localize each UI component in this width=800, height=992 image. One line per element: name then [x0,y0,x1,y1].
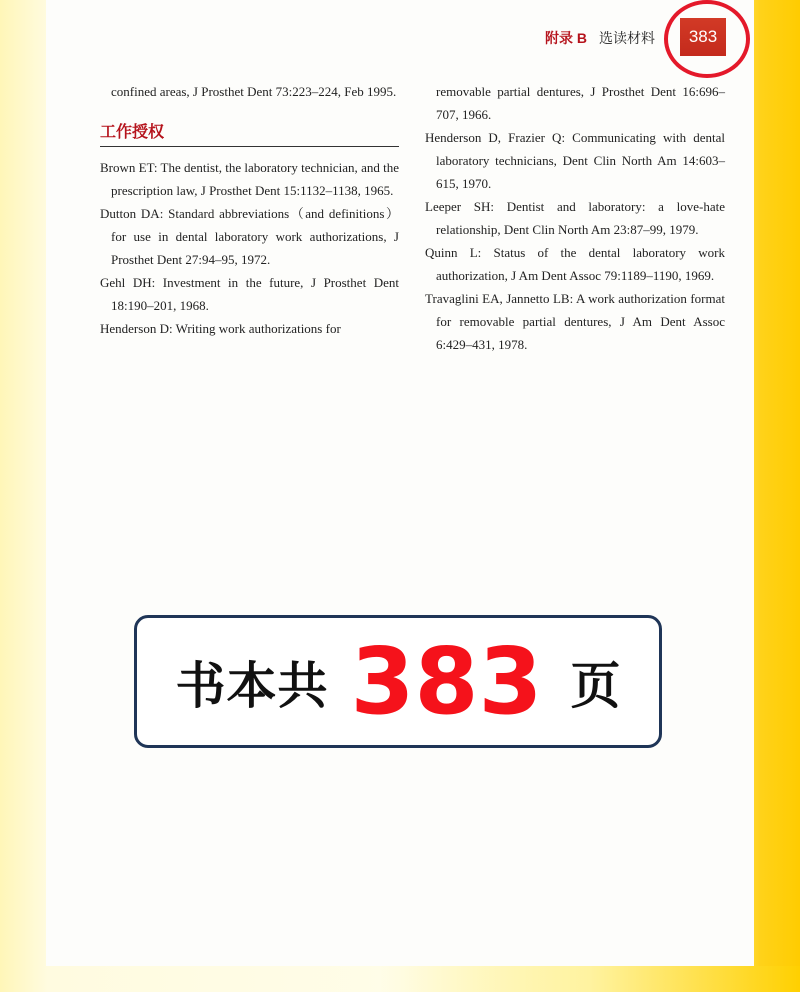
left-column [100,80,399,340]
reference-item: Quinn L: Status of the dental laboratory work authorization, J Am Dent Assoc 79:1189–1190, 1969. [425,245,725,283]
banner-total-pages: 383 [350,627,543,735]
banner-prefix: 书本共 [175,656,329,715]
running-header [545,28,655,48]
reference-item: Brown ET: The dentist, the laboratory technician, and the prescription law, J Prosthet Dent 15:1132–1138, 1965. [100,160,399,198]
reference-item: Henderson D, Frazier Q: Communicating with dental laboratory technicians, Dent Clin North Am 14:603–615, 1970. [425,130,725,191]
banner-suffix: 页 [570,656,621,715]
reference-item: Gehl DH: Investment in the future, J Prosthet Dent 18:190–201, 1968. [100,275,399,313]
right-column [425,80,725,356]
reference-item: Travaglini EA, Jannetto LB: A work authorization format for removable partial dentures, J Am Dent Assoc 6:429–431, 1978. [425,291,725,352]
reference-item: Leeper SH: Dentist and laboratory: a love-hate relationship, Dent Clin North Am 23:87–99, 1979. [425,199,725,237]
bottom-glow [380,966,800,992]
appendix-label: 附录 B [545,30,587,46]
continued-reference: removable partial dentures, J Prosthet Dent 16:696–707, 1966. [436,84,725,122]
reference-item: Dutton DA: Standard abbreviations（and definitions）for use in dental laboratory work authorizations, J Prosthet Dent 27:94–95, 1972. [100,206,399,267]
continued-reference: confined areas, J Prosthet Dent 73:223–224, Feb 1995. [111,84,397,99]
reference-item: Henderson D: Writing work authorizations for [100,321,341,336]
total-pages-banner [134,615,662,748]
page-number: 383 [680,18,726,56]
section-label: 选读材料 [599,30,655,46]
page-number-highlight-circle [664,0,750,78]
section-title: 工作授权 [100,121,399,147]
